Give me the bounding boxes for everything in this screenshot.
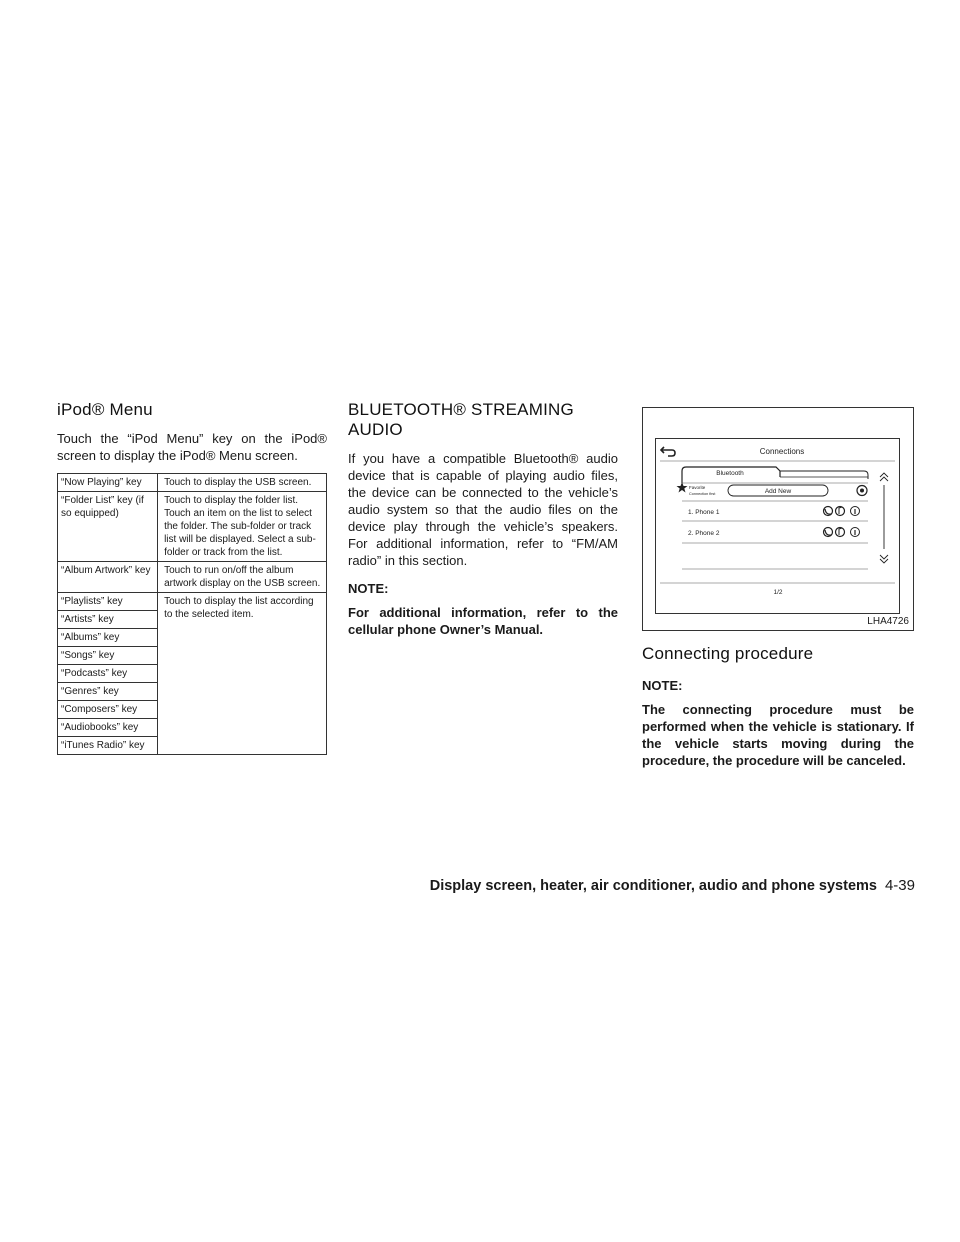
- key-cell: “Songs” key: [58, 647, 158, 665]
- add-new-button[interactable]: [728, 485, 828, 496]
- key-cell: “Album Artwork” key: [58, 562, 158, 593]
- key-cell: “Artists” key: [58, 611, 158, 629]
- page-footer: [410, 877, 915, 895]
- connecting-section: [642, 400, 914, 769]
- key-cell: “Folder List” key (if so equipped): [58, 492, 158, 562]
- phone2-label[interactable]: 2. Phone 2: [688, 530, 720, 537]
- key-cell: “Albums” key: [58, 629, 158, 647]
- note-label: NOTE:: [348, 581, 389, 596]
- back-arrow-icon[interactable]: [661, 447, 675, 456]
- key-cell: “Audiobooks” key: [58, 719, 158, 737]
- table-row: [58, 562, 327, 593]
- page-indicator: 1/2: [773, 589, 783, 596]
- key-cell: “iTunes Radio” key: [58, 737, 158, 755]
- table-row: [58, 492, 327, 562]
- phone-handset-icon: [824, 528, 833, 537]
- screen-title: Connections: [759, 447, 805, 456]
- info-icon[interactable]: [851, 507, 860, 516]
- page-number: 4-39: [884, 877, 915, 894]
- figure-code: LHA4726: [867, 616, 909, 627]
- info-icon[interactable]: [851, 528, 860, 537]
- connecting-heading: Connecting procedure: [642, 644, 814, 663]
- favorite-label: Favorite: [689, 485, 706, 490]
- key-cell: “Podcasts” key: [58, 665, 158, 683]
- key-cell: “Composers” key: [58, 701, 158, 719]
- desc-cell: Touch to run on/off the album artwork display on the USB screen.: [158, 562, 327, 593]
- music-note-icon: [836, 507, 845, 516]
- table-row: [58, 593, 327, 611]
- scroll-down-icon[interactable]: [880, 555, 888, 563]
- key-cell: “Playlists” key: [58, 593, 158, 611]
- tab-bluetooth[interactable]: Bluetooth: [716, 470, 744, 477]
- desc-cell: Touch to display the folder list. Touch an item on the list to select the folder. The sub-folder or track list will be displayed. Select a sub-folder or track from the list.: [158, 492, 327, 562]
- key-cell: “Genres” key: [58, 683, 158, 701]
- note-text: For additional information, refer to the cellular phone Owner’s Manual.: [348, 605, 618, 637]
- ipod-menu-section: [57, 400, 327, 755]
- phone1-label[interactable]: 1. Phone 1: [688, 509, 720, 516]
- connection-first-label: Connection first: [689, 492, 716, 496]
- footer-title: Display screen, heater, air conditioner, audio and phone systems: [429, 878, 877, 894]
- settings-icon[interactable]: [857, 486, 867, 496]
- bluetooth-section: [348, 400, 618, 638]
- note-label: NOTE:: [642, 678, 683, 693]
- star-icon: [677, 482, 688, 493]
- desc-cell: Touch to display the list according to the selected item.: [158, 593, 327, 755]
- connections-screen: [655, 438, 900, 614]
- phone-handset-icon: [824, 507, 833, 516]
- note-text: The connecting procedure must be performed when the vehicle is stationary. If the vehicle starts moving during the procedure, the procedure will be canceled.: [642, 702, 914, 768]
- key-cell: “Now Playing” key: [58, 474, 158, 492]
- connections-screen-figure: [642, 407, 914, 631]
- ipod-keys-table: [57, 473, 327, 755]
- ipod-menu-heading: iPod® Menu: [57, 400, 153, 419]
- scroll-up-icon[interactable]: [880, 473, 888, 481]
- bluetooth-heading: BLUETOOTH® STREAMING AUDIO: [348, 400, 574, 439]
- music-note-icon: [836, 528, 845, 537]
- desc-cell: Touch to display the USB screen.: [158, 474, 327, 492]
- table-row: [58, 474, 327, 492]
- bluetooth-body: If you have a compatible Bluetooth® audio device that is capable of playing audio files, the device can be connected to the vehicle’s audio system so that the audio files on the device play through the vehicle’s speakers. For additional information, refer to “FM/AM radio” in this section.: [348, 451, 618, 568]
- svg-text:Add New: Add New: [764, 488, 792, 495]
- ipod-menu-intro: Touch the “iPod Menu” key on the iPod® screen to display the iPod® Menu screen.: [57, 431, 327, 463]
